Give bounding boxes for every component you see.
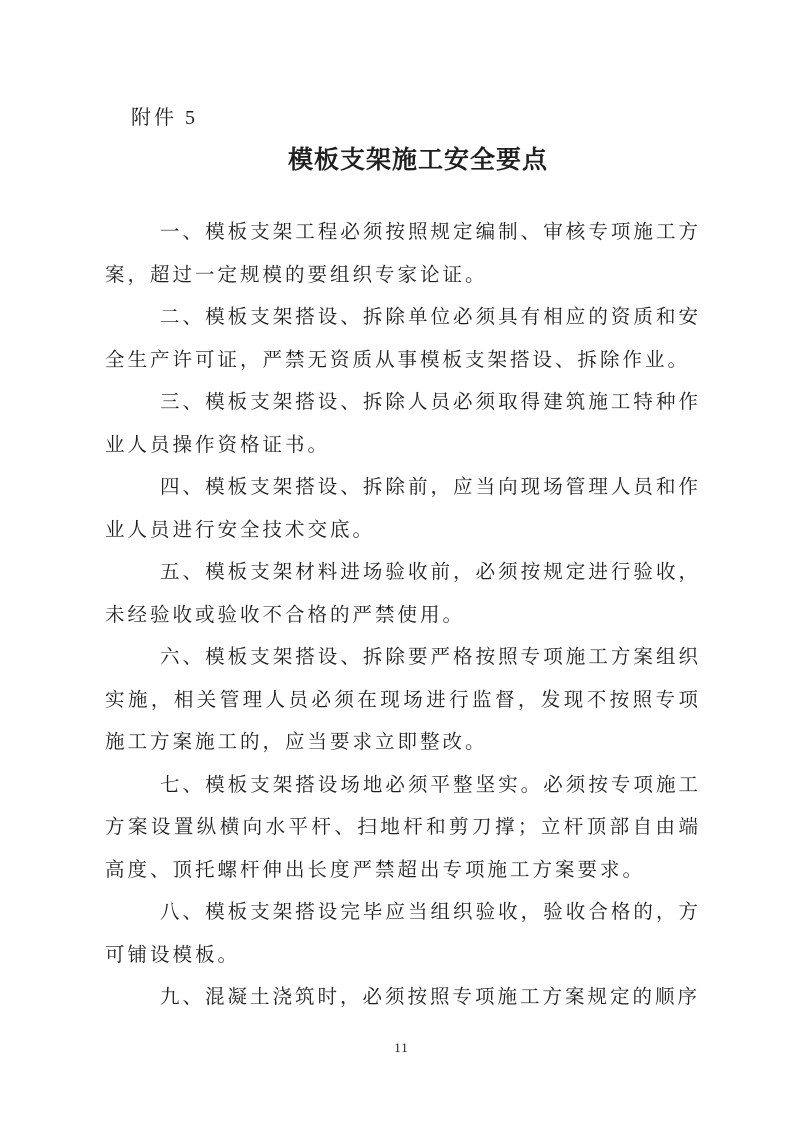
paragraph: 三、模板支架搭设、拆除人员必须取得建筑施工特种作业人员操作资格证书。 [105, 392, 701, 456]
paragraph: 六、模板支架搭设、拆除要严格按照专项施工方案组织实施，相关管理人员必须在现场进行监督，发现不按照专项施工方案施工的，应当要求立即整改。 [105, 647, 701, 753]
page-title: 模板支架施工安全要点 [287, 147, 548, 174]
paragraph: 四、模板支架搭设、拆除前，应当向现场管理人员和作业人员进行安全技术交底。 [105, 477, 701, 541]
document-body [105, 212, 701, 1020]
paragraph: 二、模板支架搭设、拆除单位必须具有相应的资质和安全生产许可证，严禁无资质从事模板支架搭设、拆除作业。 [105, 307, 701, 371]
paragraph: 五、模板支架材料进场验收前，必须按规定进行验收，未经验收或验收不合格的严禁使用。 [105, 562, 701, 626]
attachment-label: 附件 5 [131, 107, 198, 129]
paragraph: 八、模板支架搭设完毕应当组织验收，验收合格的，方可铺设模板。 [105, 902, 701, 966]
paragraph: 一、模板支架工程必须按照规定编制、审核专项施工方案，超过一定规模的要组织专家论证。 [105, 222, 701, 286]
paragraph: 七、模板支架搭设场地必须平整坚实。必须按专项施工方案设置纵横向水平杆、扫地杆和剪刀撑；立杆顶部自由端高度、顶托螺杆伸出长度严禁超出专项施工方案要求。 [105, 774, 701, 881]
page-number: 11 [394, 1040, 409, 1055]
paragraph: 九、混凝土浇筑时，必须按照专项施工方案规定的顺序 [160, 987, 701, 1008]
